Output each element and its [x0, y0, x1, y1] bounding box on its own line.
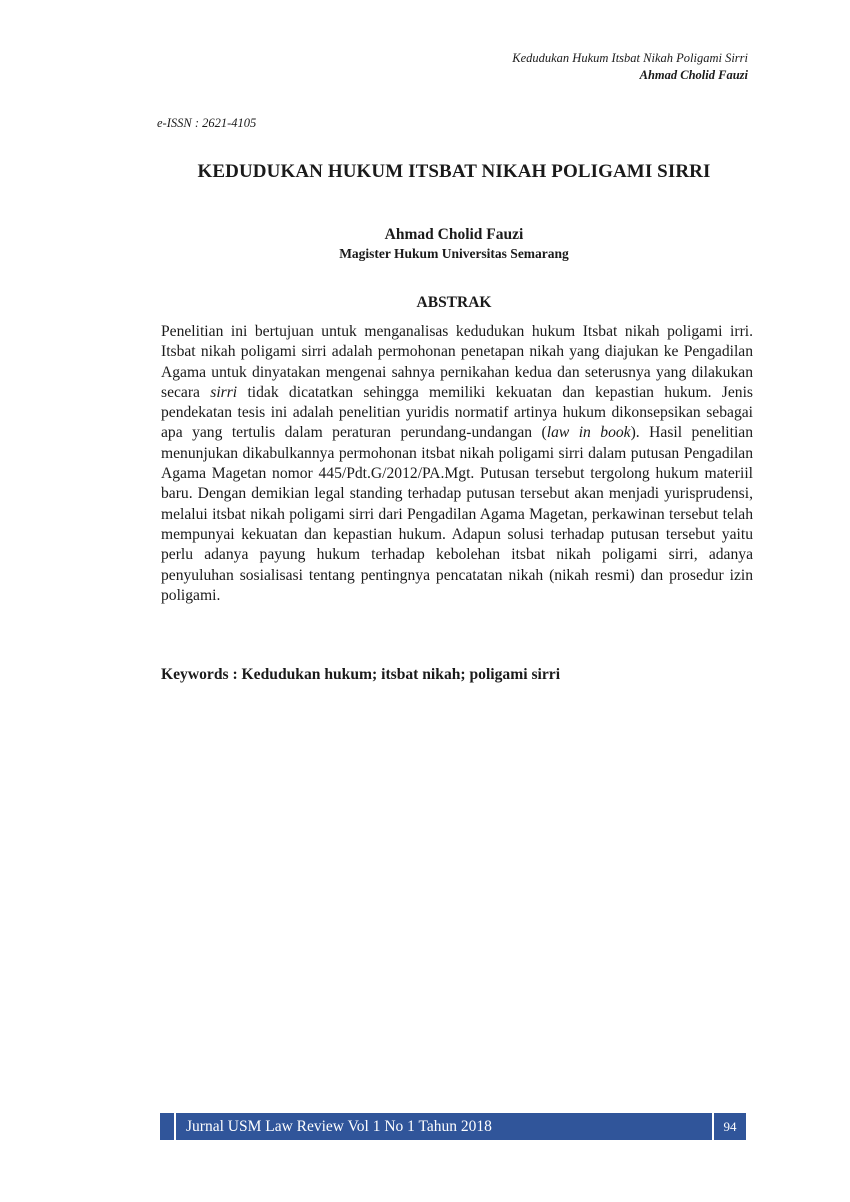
abstract-text-part-3: ). Hasil penelitian menunjukan dikabulkannya permohonan itsbat nikah poligami sirri dalam putusan Pengadilan Agama Magetan nomor 445/Pdt.G/2012/PA.Mgt. Putusan tersebut tergolong hukum materiil baru. Dengan demikian legal standing terhadap putusan tersebut akan menjadi yurisprudensi, melalui itsbat nikah poligami sirri dari Pengadilan Agama Magetan, perkawinan tersebut telah mempunyai kekuatan dan kepastian hukum. Adapun solusi terhadap putusan tersebut yaitu perlu adanya payung hukum terhadap kebolehan itsbat nikah poligami sirri, adanya penyuluhan sosialisasi tentang pentingnya pencatatan nikah (nikah resmi) dan prosedur izin poligami. — [161, 424, 753, 604]
page-footer — [160, 1113, 746, 1140]
running-head-title: Kedudukan Hukum Itsbat Nikah Poligami Sirri — [512, 51, 748, 65]
paper-title: KEDUDUKAN HUKUM ITSBAT NIKAH POLIGAMI SIRRI — [197, 161, 711, 182]
author-block — [157, 225, 751, 263]
author-affiliation: Magister Hukum Universitas Semarang — [339, 246, 569, 261]
running-head — [512, 50, 748, 84]
abstract-text-part-2: tidak dicatatkan sehingga memiliki kekuatan dan kepastian hukum. Jenis pendekatan tesis ini adalah penelitian yuridis normatif artinya hukum dikonsepsikan sebagai apa yang tertulis dalam peraturan perundang-undangan ( — [161, 383, 753, 442]
abstract-body — [161, 322, 753, 606]
footer-journal-name: Jurnal USM Law Review Vol 1 No 1 Tahun 2018 — [174, 1113, 712, 1140]
abstract-text-part-1: Penelitian ini bertujuan untuk menganalisas kedudukan hukum Itsbat nikah poligami irri. Itsbat nikah poligami sirri adalah permohonan penetapan nikah yang diajukan ke Pengadilan Agama untuk dinyatakan mengenai sahnya pernikahan kedua dan seterusnya yang dilakukan secara — [161, 323, 753, 401]
author-name: Ahmad Cholid Fauzi — [384, 226, 524, 243]
issn-label: e-ISSN : 2621-4105 — [157, 116, 257, 130]
running-head-author: Ahmad Cholid Fauzi — [639, 68, 748, 82]
abstract-heading: ABSTRAK — [416, 294, 492, 311]
footer-page-number: 94 — [712, 1113, 746, 1140]
keywords: Keywords : Kedudukan hukum; itsbat nikah; poligami sirri — [161, 666, 561, 683]
abstract-italic-sirri: sirri — [210, 383, 238, 401]
abstract-italic-law-in-book: law in book — [546, 424, 631, 442]
footer-accent-bar — [160, 1113, 174, 1140]
